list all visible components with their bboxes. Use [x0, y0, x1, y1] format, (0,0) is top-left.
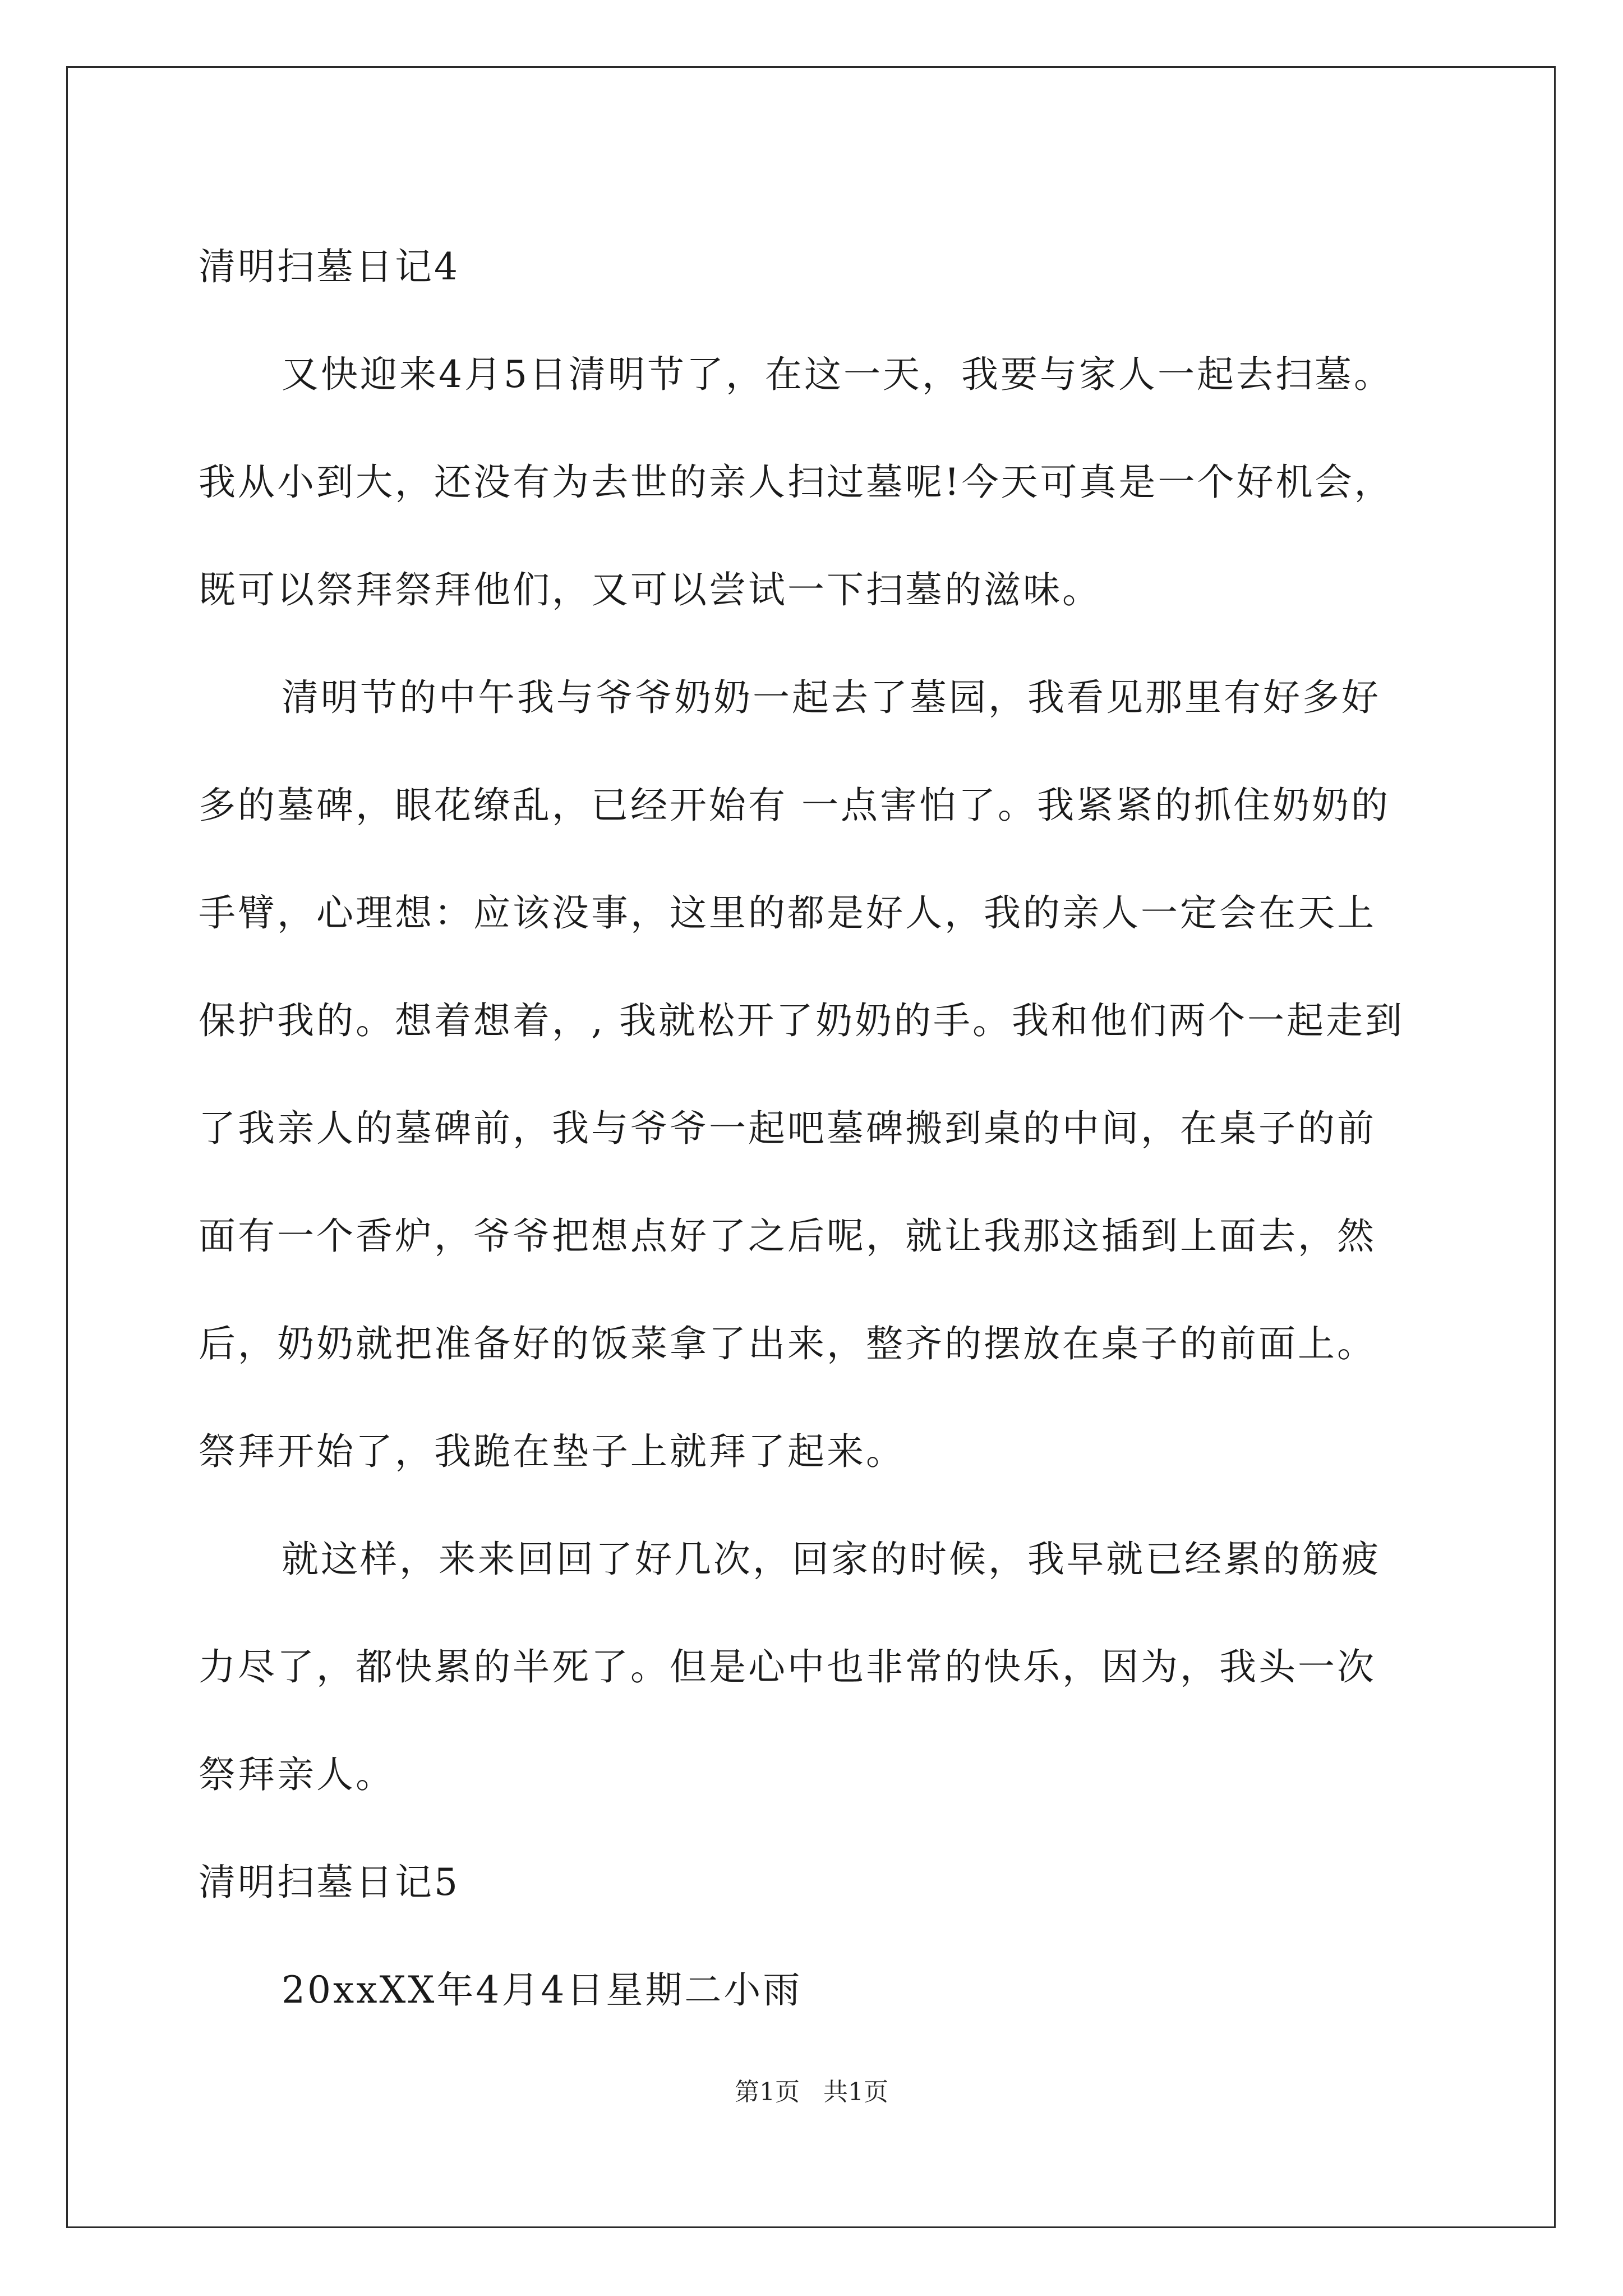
section-title-diary-5: 清明扫墓日记5 [199, 1861, 460, 1904]
paragraph-line: 又快迎来4月5日清明节了，在这一天，我要与家人一起去扫墓。 [282, 353, 1393, 396]
page-number-current: 第1页 [735, 2078, 800, 2106]
paragraph-line: 力尽了，都快累的半死了。但是心中也非常的快乐，因为，我头一次 [199, 1645, 1376, 1688]
paragraph-line: 了我亲人的墓碑前，我与爷爷一起吧墓碑搬到桌的中间，在桌子的前 [199, 1107, 1376, 1150]
paragraph-line: 我从小到大，还没有为去世的亲人扫过墓呢!今天可真是一个好机会， [199, 461, 1394, 504]
paragraph-line: 清明节的中午我与爷爷奶奶一起去了墓园，我看见那里有好多好 [282, 676, 1381, 719]
paragraph-line: 祭拜亲人。 [199, 1753, 395, 1796]
document-body [199, 213, 1432, 2044]
paragraph-line: 手臂，心理想：应该没事，这里的都是好人，我的亲人一定会在天上 [199, 891, 1376, 935]
diary-date-line: 20xxXX年4月4日星期二小雨 [282, 1968, 803, 2012]
page-number-total: 共1页 [823, 2078, 888, 2106]
paragraph-line: 保护我的。想着想着，, 我就松开了奶奶的手。我和他们两个一起走到 [199, 999, 1404, 1042]
paragraph-line: 既可以祭拜祭拜他们，又可以尝试一下扫墓的滋味。 [199, 568, 1101, 611]
paragraph-line: 后，奶奶就把准备好的饭菜拿了出来，整齐的摆放在桌子的前面上。 [199, 1322, 1376, 1365]
paragraph-line: 就这样，来来回回了好几次，回家的时候，我早就已经累的筋疲 [282, 1538, 1381, 1581]
page-footer [0, 2076, 1623, 2109]
paragraph-line: 面有一个香炉，爷爷把想点好了之后呢，就让我那这插到上面去，然 [199, 1214, 1376, 1258]
paragraph-line: 祭拜开始了，我跪在垫子上就拜了起来。 [199, 1430, 905, 1473]
paragraph-line: 多的墓碑，眼花缭乱，已经开始有 一点害怕了。我紧紧的抓住奶奶的 [199, 784, 1390, 827]
section-title-diary-4: 清明扫墓日记4 [199, 245, 460, 288]
